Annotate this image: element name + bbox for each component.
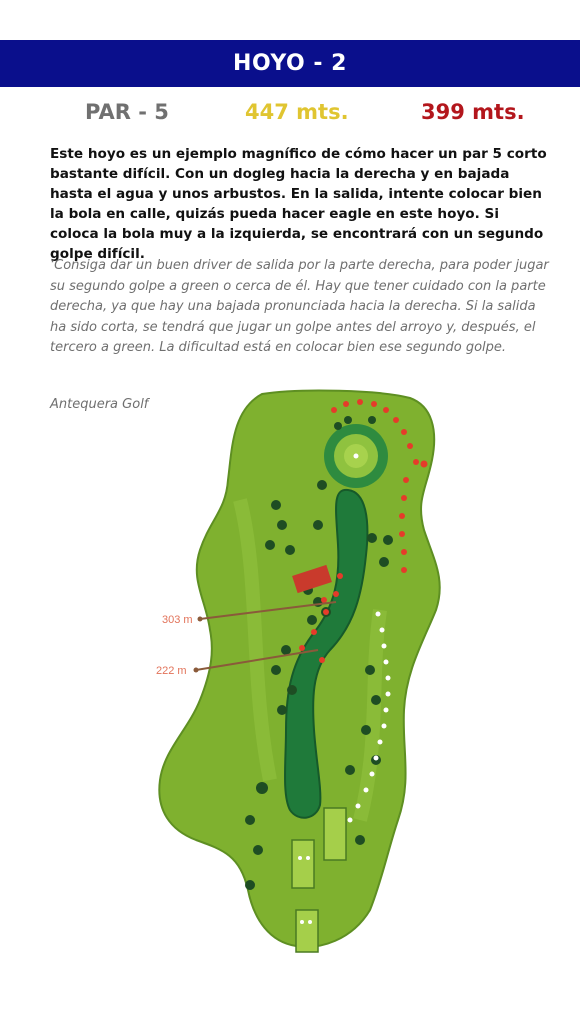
hole-header [0, 40, 580, 87]
hole-title: HOYO - 2 [233, 51, 347, 76]
hole-description: Este hoyo es un ejemplo magnífico de cómo hacer un par 5 corto bastante difícil. Con un dogleg hacia la derecha y en bajada hasta el agua y unos arbustos. En la salida, intente colocar bien la bola en calle, quizás pueda hacer eagle en este hoyo. Si coloca la bola muy a la izquierda, se encontrará con un segundo golpe difícil. [50, 146, 547, 262]
par-value: PAR - 5 [85, 100, 169, 124]
distance-yellow-tee: 447 mts. [245, 100, 349, 124]
distance-label: 222 m [156, 665, 187, 677]
distance-label: 303 m [162, 614, 193, 626]
pro-quote: ‘Consiga dar un buen driver de salida por la parte derecha, para poder jugar su segundo golpe a green o cerca de él. Hay que tener cuidado con la parte derecha, ya que hay una bajada pronunciada hacia la derecha. Si la salida ha sido corta, se tendrá que jugar un golpe antes del arroyo y, después, el tercero a green. La dificultad está en colocar bien ese segundo golpe. [50, 258, 549, 355]
distance-red-tee: 399 mts. [421, 100, 525, 124]
hole-stats [0, 100, 580, 132]
hole-map [0, 380, 580, 960]
green [324, 424, 388, 488]
quote-signature: Antequera Golf [50, 397, 149, 412]
